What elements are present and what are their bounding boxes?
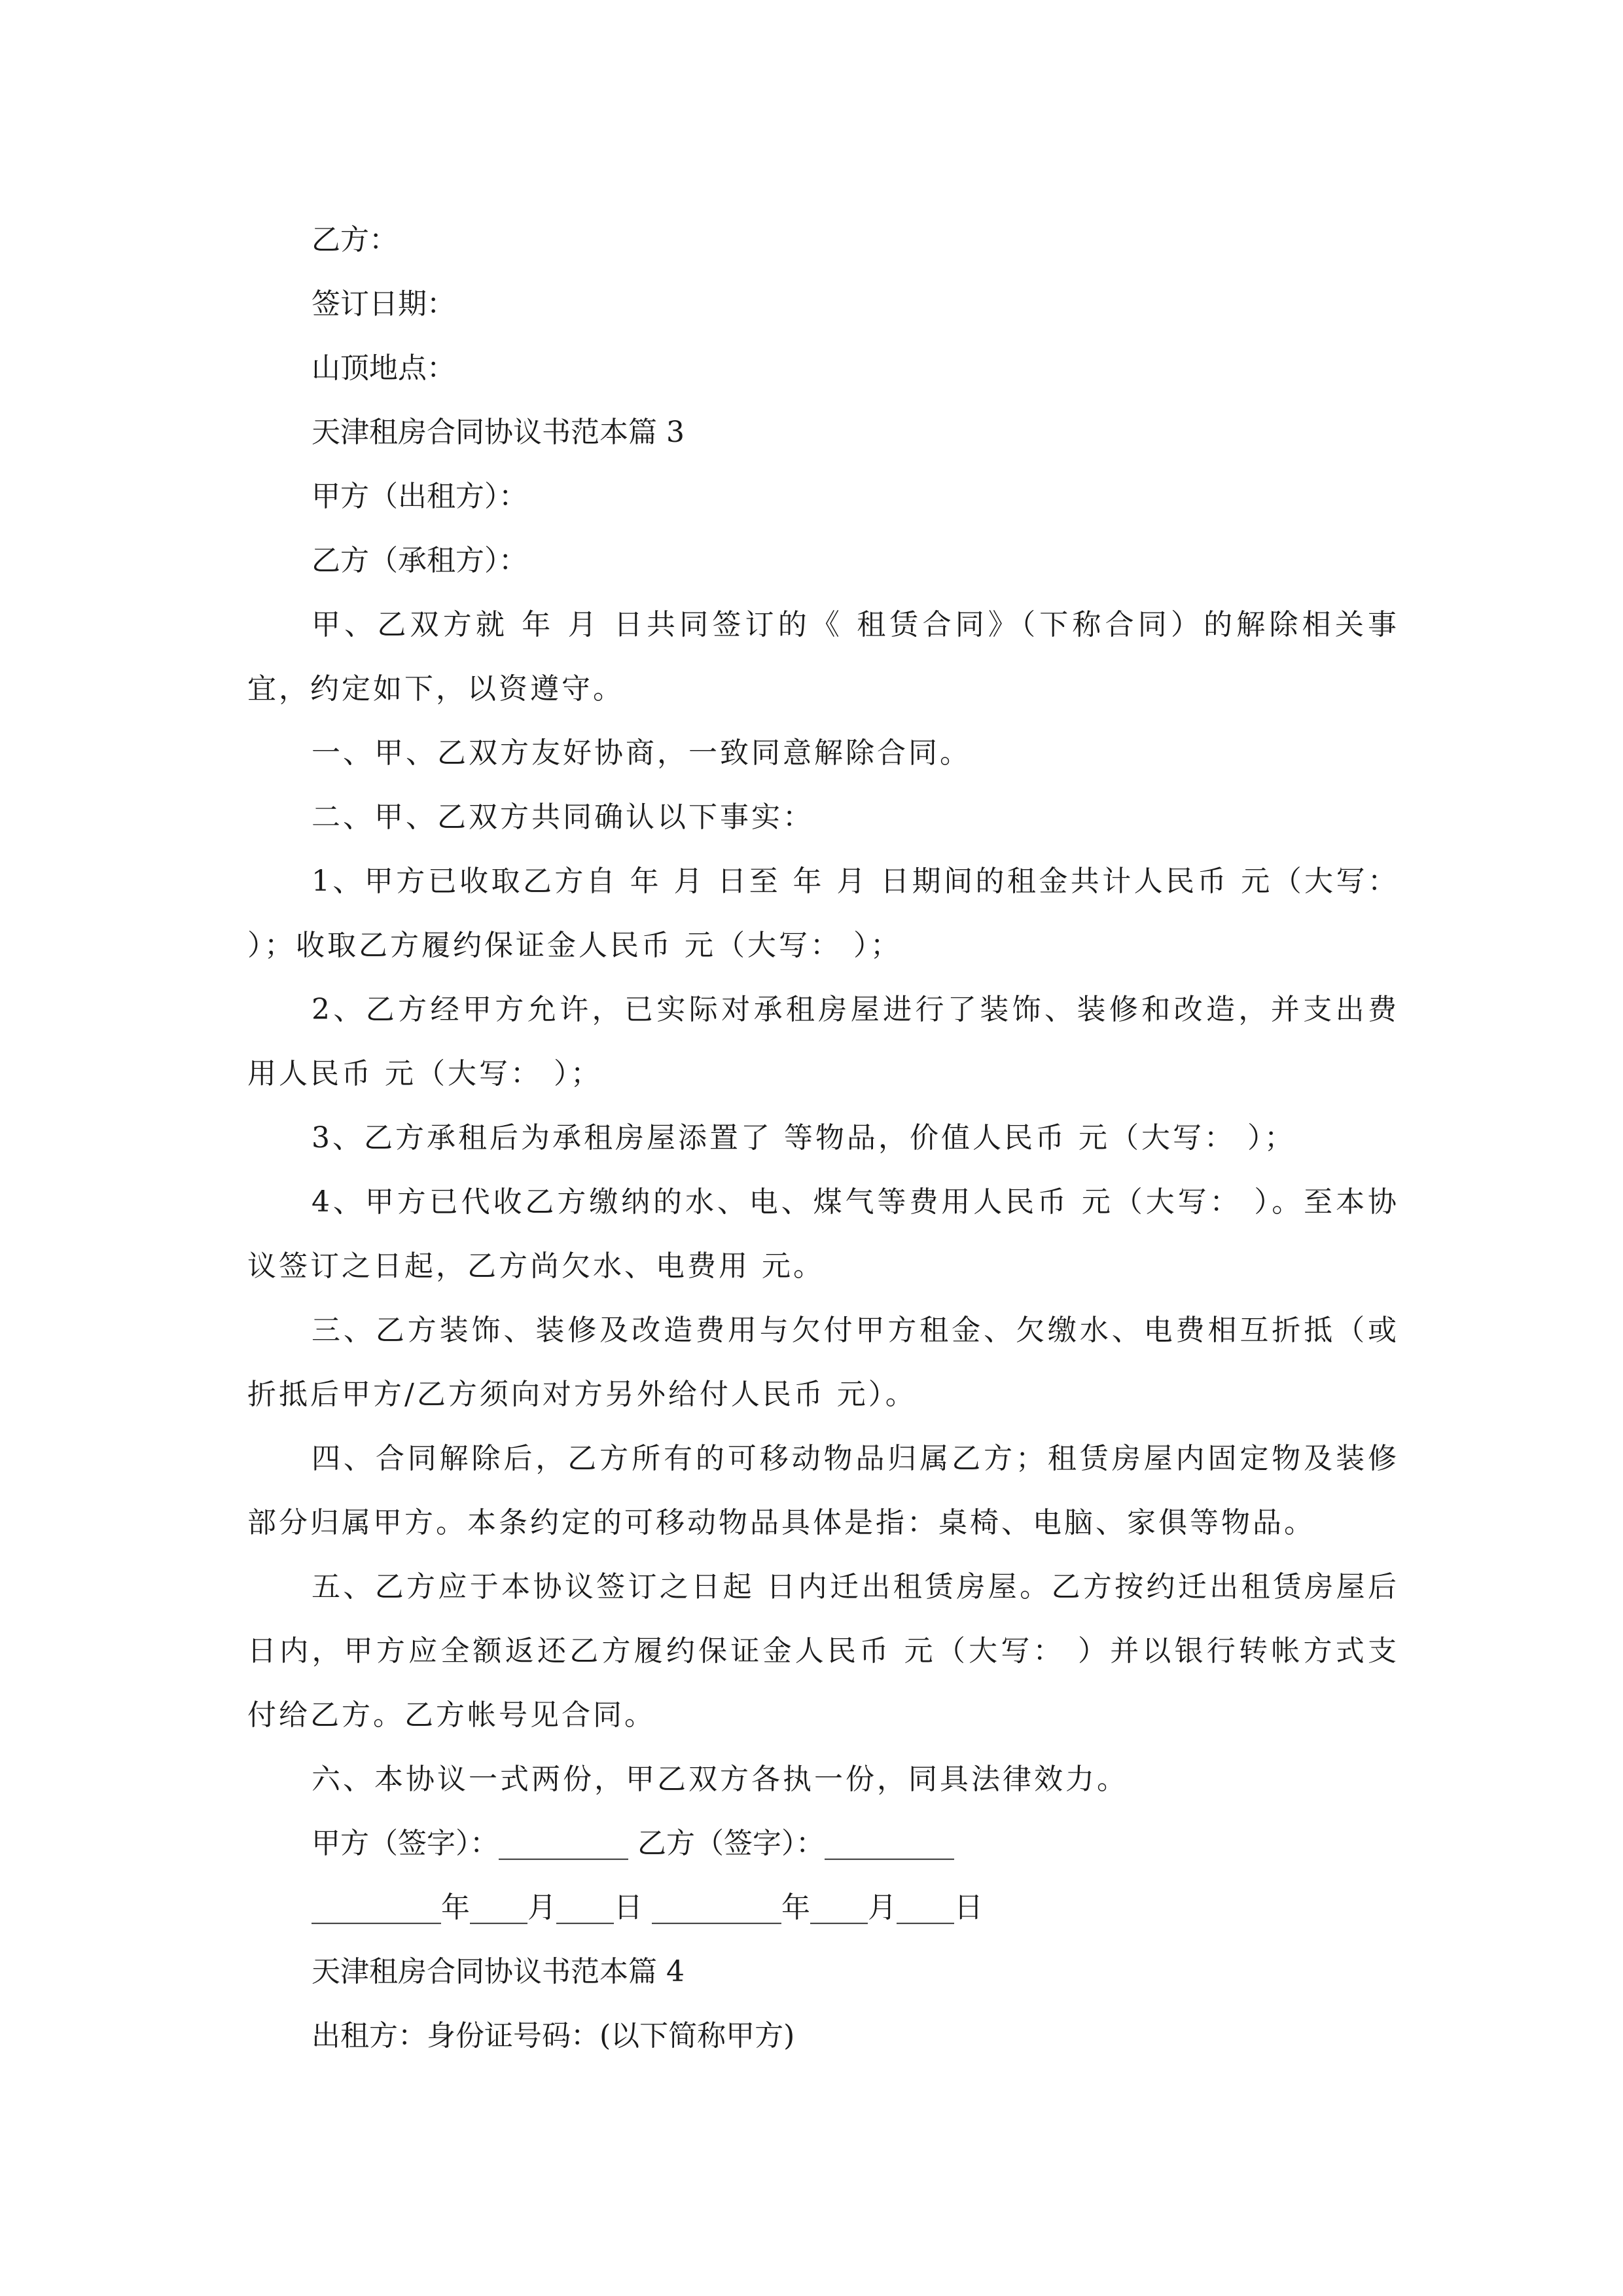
clause-6: 六、本协议一式两份，甲乙双方各执一份，同具法律效力。 xyxy=(312,1763,1128,1796)
section-title-4: 天津租房合同协议书范本篇 4 xyxy=(312,1955,685,1988)
document-body xyxy=(247,208,1399,2068)
clause-2: 二、甲、乙双方共同确认以下事实： xyxy=(312,800,814,834)
lessor-id-line: 出租方：身份证号码：(以下简称甲方) xyxy=(312,2019,795,2053)
party-a-lessor: 甲方（出租方）： xyxy=(312,480,527,513)
fact-3: 3、乙方承租后为承租房屋添置了 等物品，价值人民币 元（大写： ）； xyxy=(312,1121,1296,1155)
fact-2: 2、乙方经甲方允许，已实际对承租房屋进行了装饰、装修和改造，并支出费用人民币 元（大写： ）； xyxy=(247,993,1399,1090)
clause-5: 五、乙方应于本协议签订之日起 日内迁出租赁房屋。乙方按约迁出租赁房屋后 日内，甲方应全额返还乙方履约保证金人民币 元（大写： ）并以银行转帐方式支付给乙方。乙方帐号见合同。 xyxy=(247,1570,1399,1732)
party-b-lessee: 乙方（承租方）： xyxy=(312,544,527,577)
date-line: _________年____月____日 _________年____月____日 xyxy=(312,1891,983,1924)
location-label: 山顶地点： xyxy=(312,351,455,385)
fact-4: 4、甲方已代收乙方缴纳的水、电、煤气等费用人民币 元（大写： ）。至本协议签订之日起，乙方尚欠水、电费用 元。 xyxy=(247,1185,1399,1283)
clause-3: 三、乙方装饰、装修及改造费用与欠付甲方租金、欠缴水、电费相互折抵（或折抵后甲方/乙方须向对方另外给付人民币 元）。 xyxy=(247,1314,1399,1411)
sign-date-label: 签订日期： xyxy=(312,287,455,321)
clause-1: 一、甲、乙双方友好协商，一致同意解除合同。 xyxy=(312,736,971,770)
party-b-label: 乙方： xyxy=(312,223,398,257)
section-title-3: 天津租房合同协议书范本篇 3 xyxy=(312,416,685,449)
clause-4: 四、合同解除后，乙方所有的可移动物品归属乙方；租赁房屋内固定物及装修部分归属甲方。本条约定的可移动物品具体是指：桌椅、电脑、家俱等物品。 xyxy=(247,1442,1399,1539)
intro-paragraph: 甲、乙双方就 年 月 日共同签订的《 租赁合同》（下称合同）的解除相关事宜，约定如下，以资遵守。 xyxy=(247,608,1399,706)
signature-line: 甲方（签字）：_________ 乙方（签字）：_________ xyxy=(312,1827,954,1860)
fact-1: 1、甲方已收取乙方自 年 月 日至 年 月 日期间的租金共计人民币 元（大写： ）；收取乙方履约保证金人民币 元（大写： ）； xyxy=(247,865,1399,962)
